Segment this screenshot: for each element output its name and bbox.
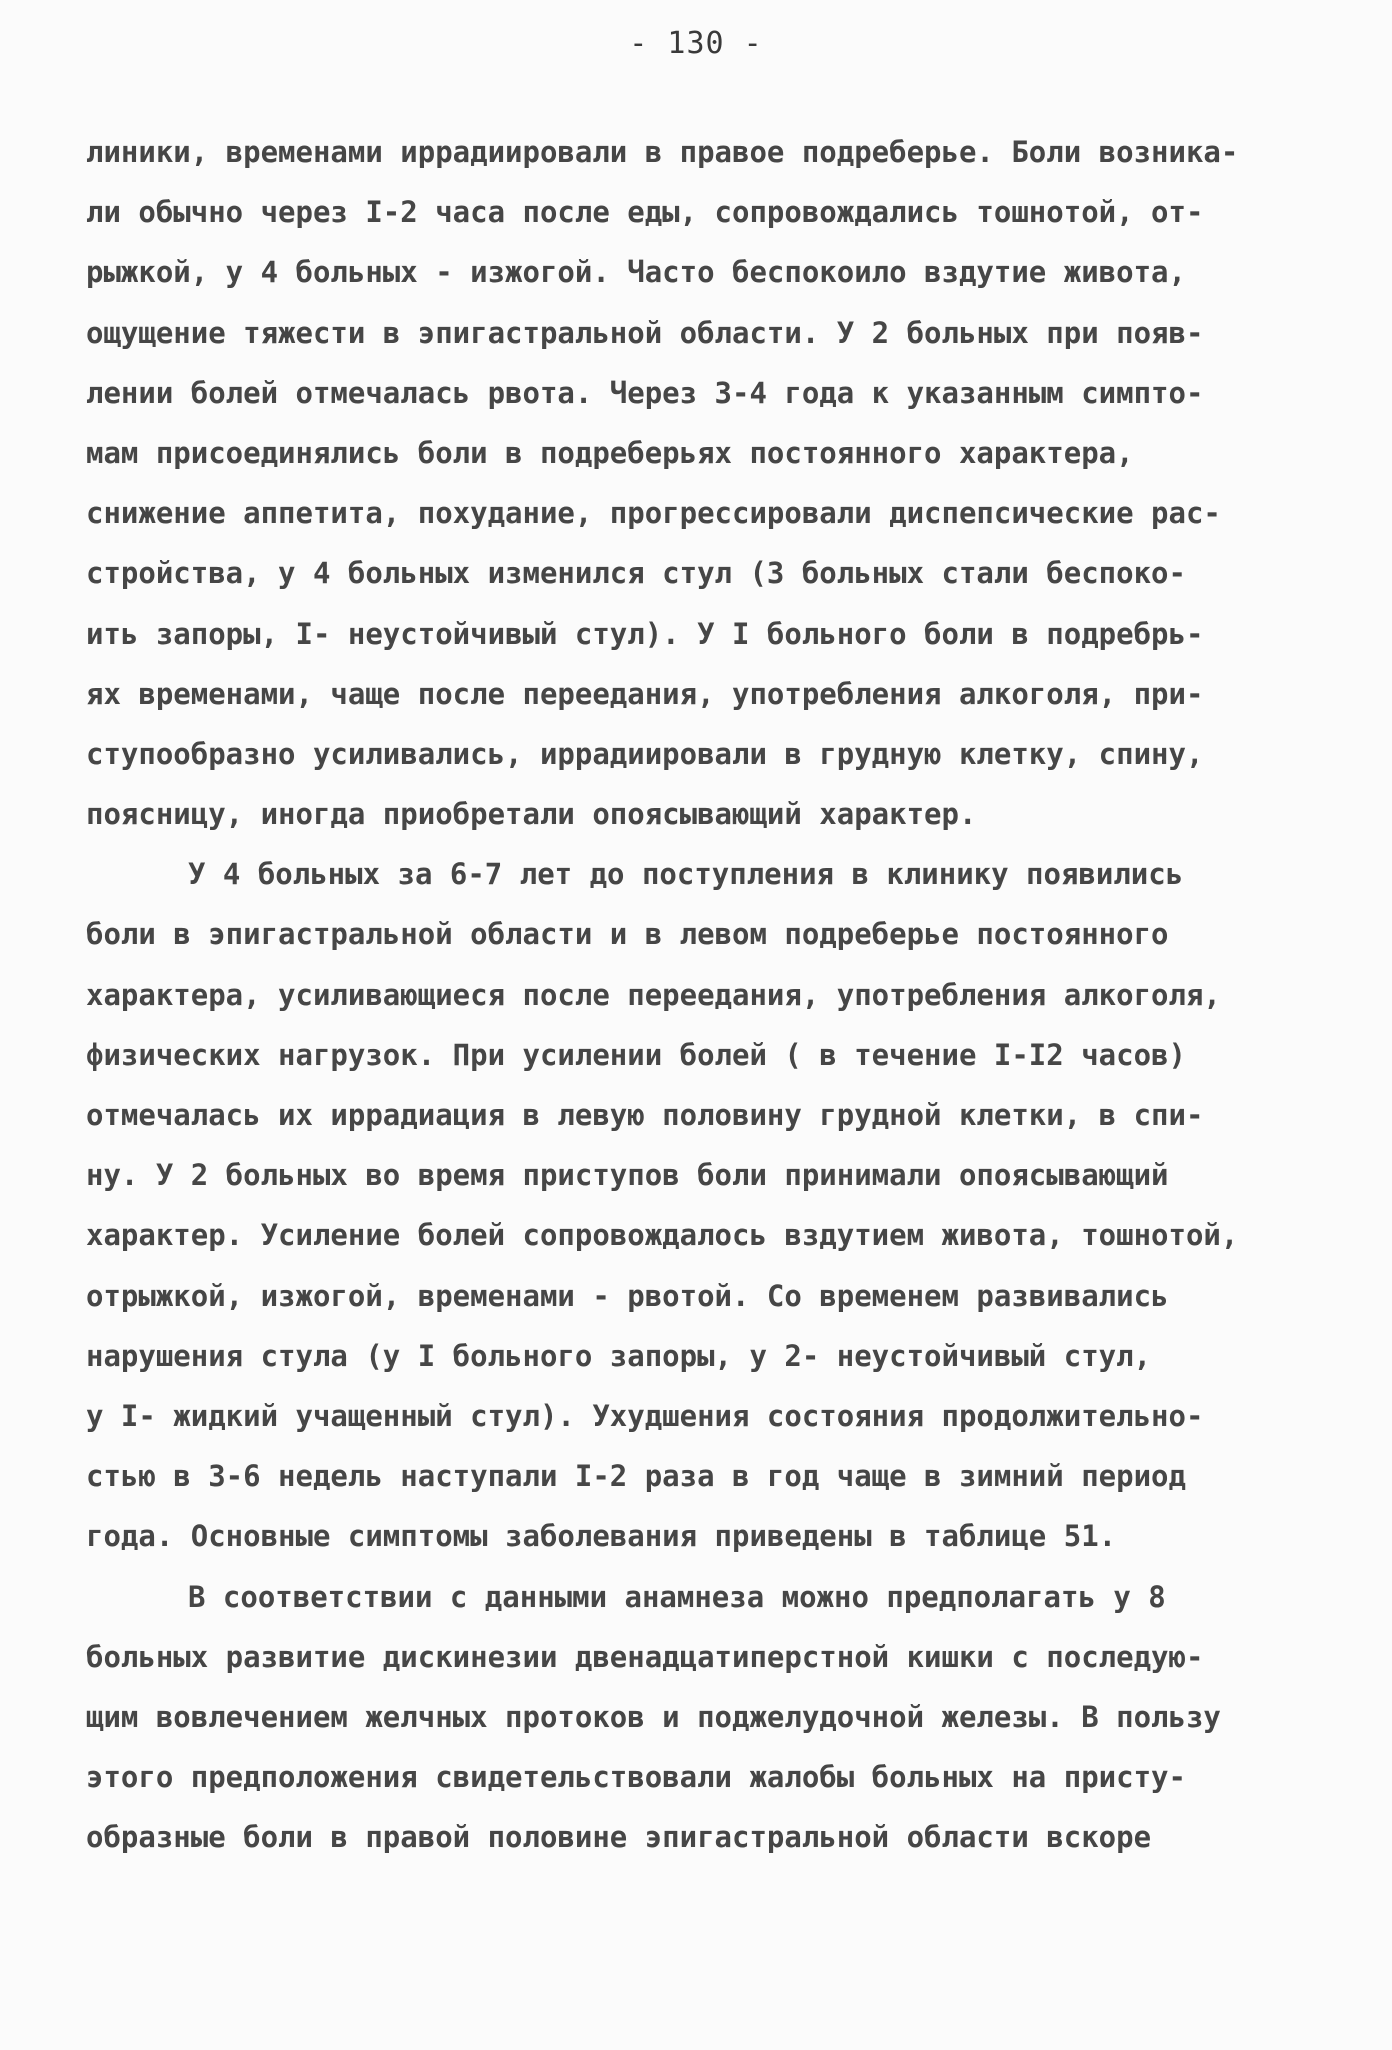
text-line: поясницу, иногда приобретали опоясывающий характер. <box>86 797 977 832</box>
text-line: ить запоры, I- неустойчивый стул). У I больного боли в подребрь- <box>86 616 1204 651</box>
text-line: щим вовлечением желчных протоков и поджелудочной железы. В пользу <box>86 1699 1221 1734</box>
text-line: ях временами, чаще после переедания, употребления алкоголя, при- <box>86 676 1204 711</box>
paragraph <box>86 1567 1311 1868</box>
paragraph <box>86 844 1311 1566</box>
text-line: характер. Усиление болей сопровождалось вздутием живота, тошнотой, <box>86 1218 1239 1253</box>
text-line: мам присоединялись боли в подреберьях постоянного характера, <box>86 435 1134 470</box>
text-line: характера, усиливающиеся после переедания, употребления алкоголя, <box>86 977 1221 1012</box>
paragraph <box>86 122 1311 844</box>
text-line: рыжкой, у 4 больных - изжогой. Часто беспокоило вздутие живота, <box>86 255 1186 290</box>
page-number: - 130 - <box>629 26 763 61</box>
text-line: стью в 3-6 недель наступали I-2 раза в год чаще в зимний период <box>86 1459 1186 1494</box>
text-line: физических нагрузок. При усилении болей ( в течение I-I2 часов) <box>86 1037 1186 1072</box>
text-line: у I- жидкий учащенный стул). Ухудшения состояния продолжительно- <box>86 1398 1204 1433</box>
text-line: В соответствии с данными анамнеза можно предполагать у 8 <box>188 1579 1166 1614</box>
text-line: отрыжкой, изжогой, временами - рвотой. Со временем развивались <box>86 1278 1169 1313</box>
text-line: боли в эпигастральной области и в левом подреберье постоянного <box>86 917 1169 952</box>
text-line: стройства, у 4 больных изменился стул (3 больных стали беспоко- <box>86 556 1186 591</box>
text-line: нарушения стула (у I больного запоры, у 2- неустойчивый стул, <box>86 1338 1152 1373</box>
text-line: ну. У 2 больных во время приступов боли принимали опоясывающий <box>86 1158 1169 1193</box>
text-line: года. Основные симптомы заболевания приведены в таблице 51. <box>86 1519 1117 1554</box>
text-line: У 4 больных за 6-7 лет до поступления в клинику появились <box>188 857 1184 892</box>
text-line: лении болей отмечалась рвота. Через 3-4 года к указанным симпто- <box>86 375 1204 410</box>
text-line: ступообразно усиливались, иррадиировали в грудную клетку, спину, <box>86 736 1204 771</box>
text-line: больных развитие дискинезии двенадцатиперстной кишки с последую- <box>86 1639 1204 1674</box>
text-line: ощущение тяжести в эпигастральной области. У 2 больных при появ- <box>86 315 1204 350</box>
text-line: отмечалась их иррадиация в левую половину грудной клетки, в спи- <box>86 1098 1204 1132</box>
text-line: образные боли в правой половине эпигастральной области вскоре <box>86 1820 1152 1855</box>
text-line: ли обычно через I-2 часа после еды, сопровождались тошнотой, от- <box>86 195 1204 230</box>
body-text <box>86 122 1311 1867</box>
text-line: линики, временами иррадиировали в правое подреберье. Боли возника- <box>86 135 1239 169</box>
text-line: снижение аппетита, похудание, прогрессировали диспепсические рас- <box>86 496 1221 531</box>
text-line: этого предположения свидетельствовали жалобы больных на присту- <box>86 1760 1186 1795</box>
